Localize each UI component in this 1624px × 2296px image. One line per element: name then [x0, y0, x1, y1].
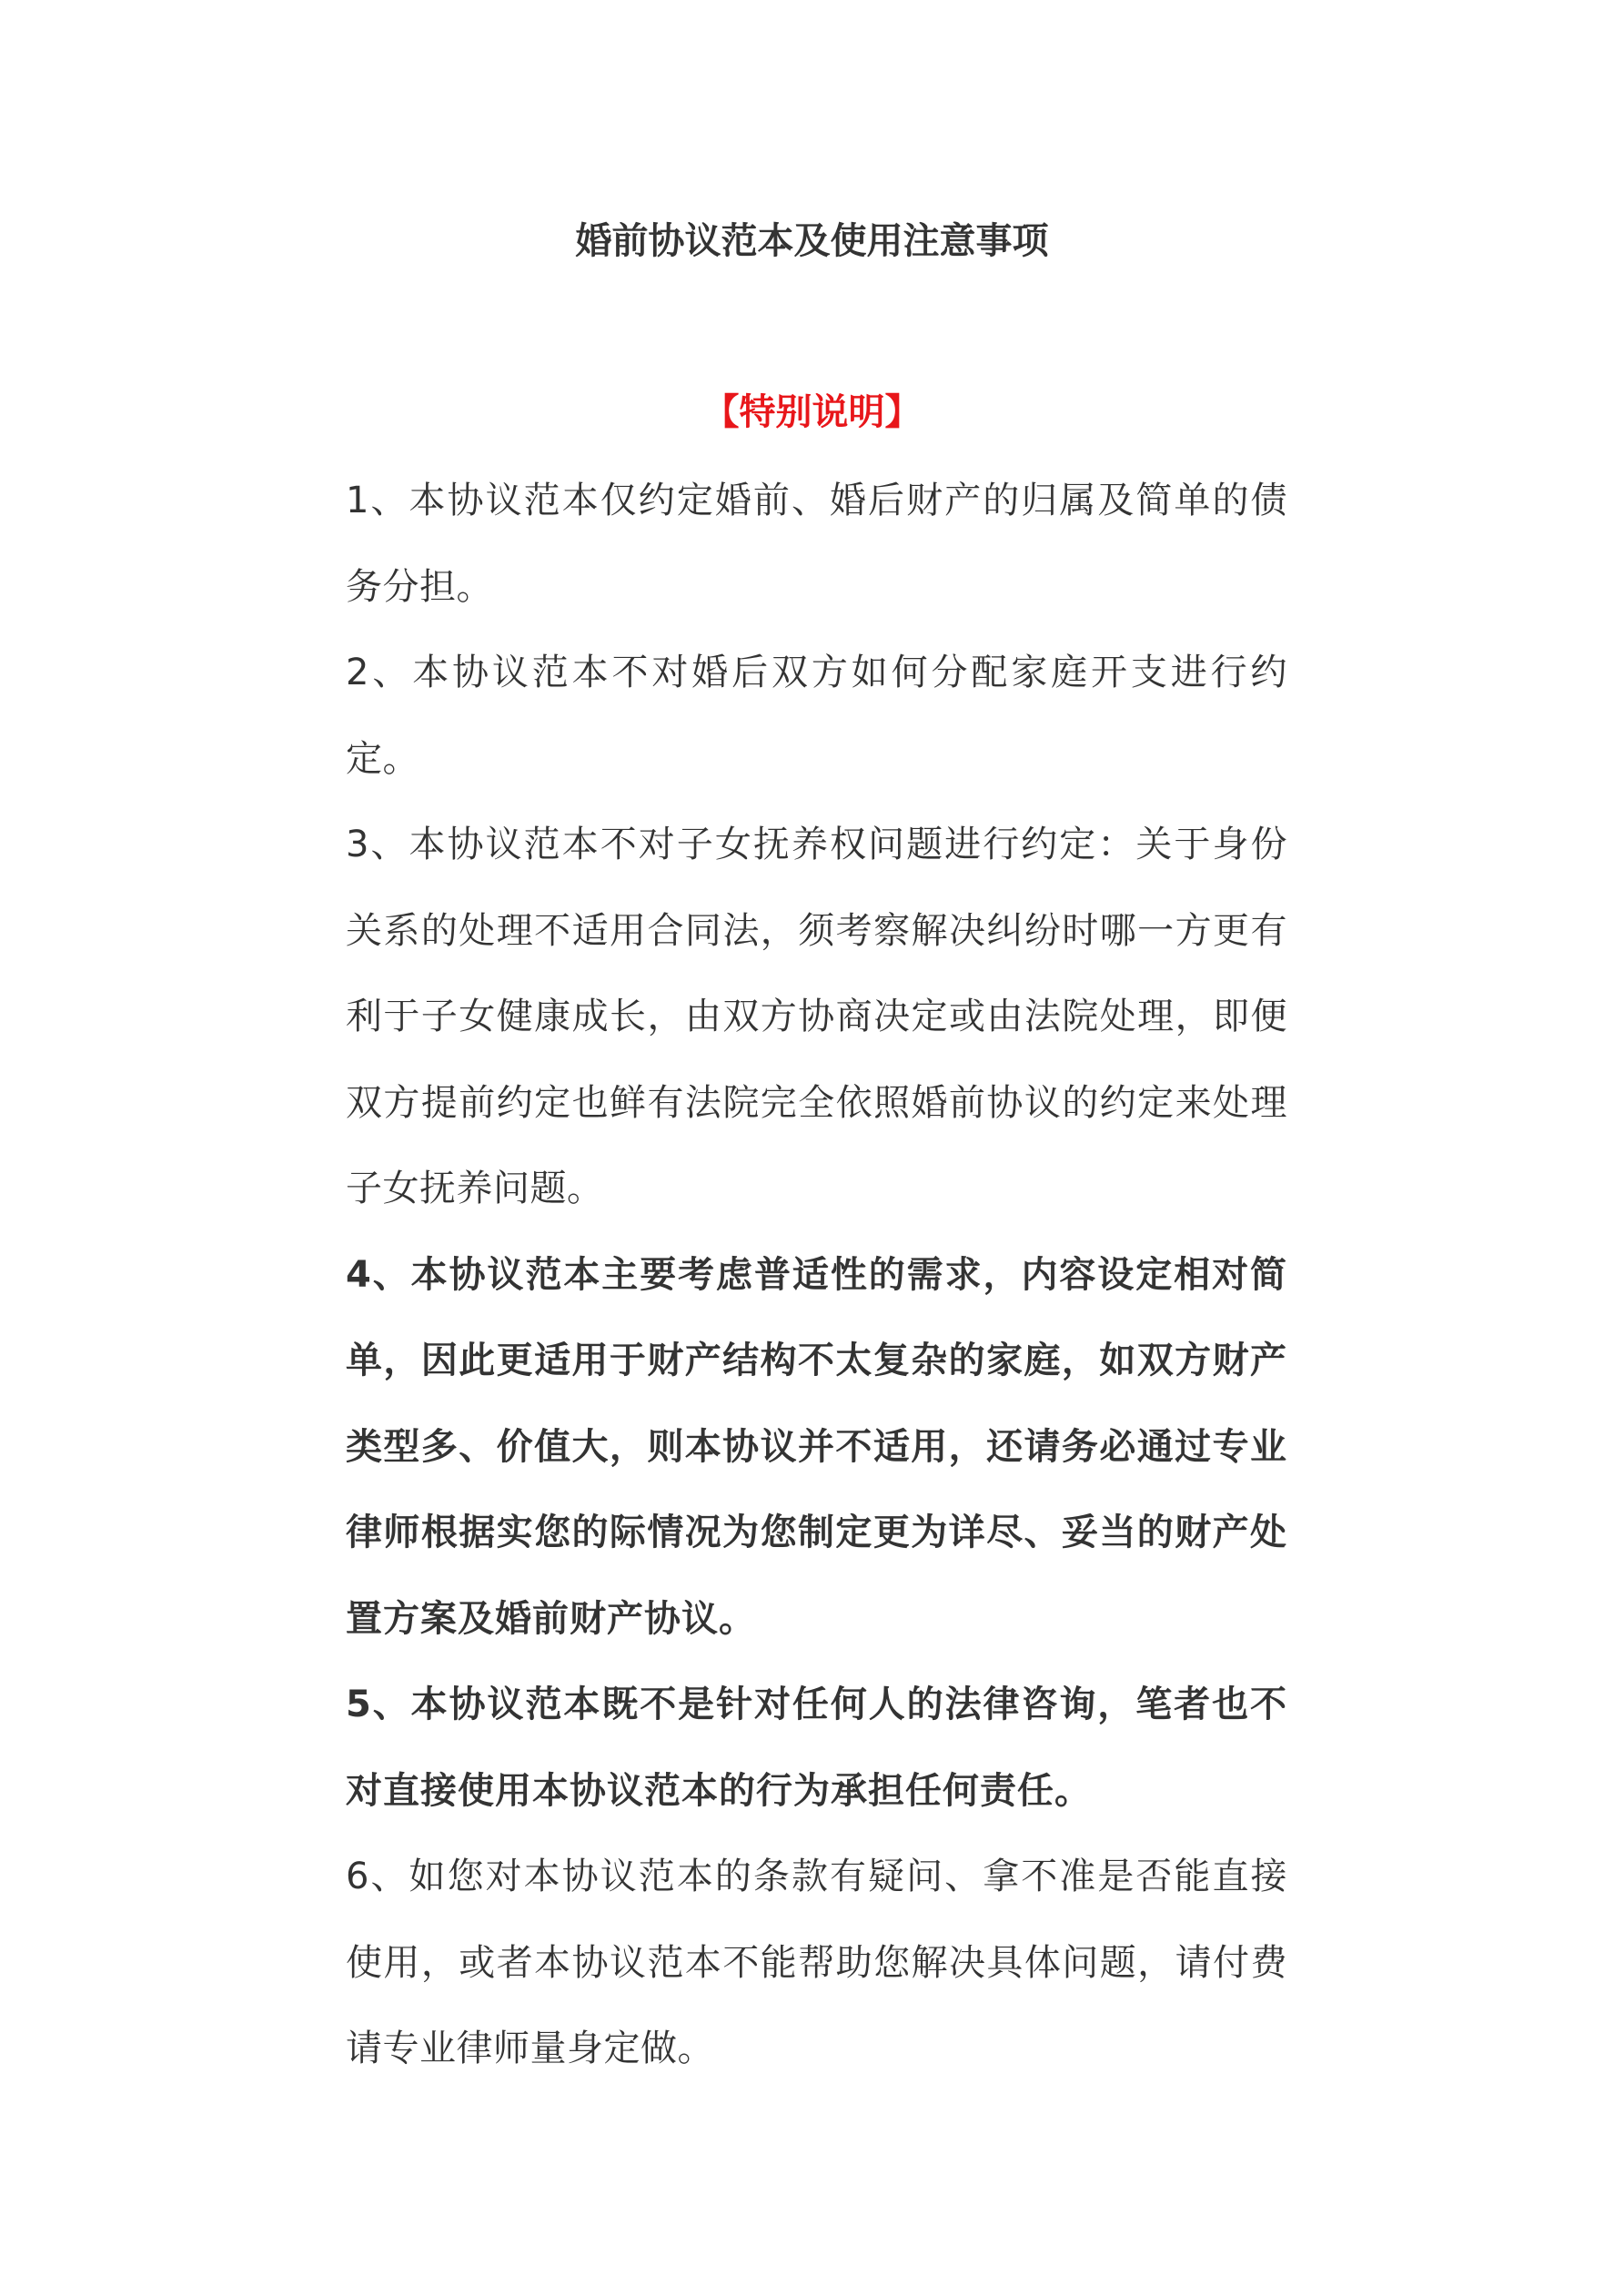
document-body — [346, 458, 1287, 2092]
paragraph-6: 6、如您对本协议范本的条款有疑问、拿不准是否能直接使用，或者本协议范本不能帮助您解决具体问题，请付费请专业律师量身定做。 — [346, 1856, 1287, 2069]
paragraph-2: 2、本协议范本不对婚后双方如何分配家庭开支进行约定。 — [346, 652, 1287, 780]
paragraph-4: 4、本协议范本主要考虑普适性的需求，内容设定相对简单，因此更适用于财产结构不太复杂的家庭，如双方财产类型多、价值大，则本协议并不适用，还请务必通过专业律师根据实您的际情况为您制定更为详尽、妥当的财产处置方案及婚前财产协议。 — [346, 1253, 1287, 1640]
paragraph-5: 5、本协议范本既不是针对任何人的法律咨询，笔者也不对直接使用本协议范本的行为承担任何责任。 — [346, 1684, 1287, 1812]
special-notice-heading: 【特别说明】 — [702, 391, 922, 433]
paragraph-3: 3、本协议范本不对子女抚养权问题进行约定：关于身份关系的处理不适用合同法，须考察解决纠纷时哪一方更有利于子女健康成长，由双方协商决定或由法院处理，即便双方提前约定也鲜有法院完全依照婚前协议的约定来处理子女抚养问题。 — [346, 824, 1287, 1209]
page-title: 婚前协议范本及使用注意事项 — [575, 220, 1049, 262]
paragraph-1: 1、本协议范本仅约定婚前、婚后财产的归属及简单的债务分担。 — [346, 480, 1287, 608]
